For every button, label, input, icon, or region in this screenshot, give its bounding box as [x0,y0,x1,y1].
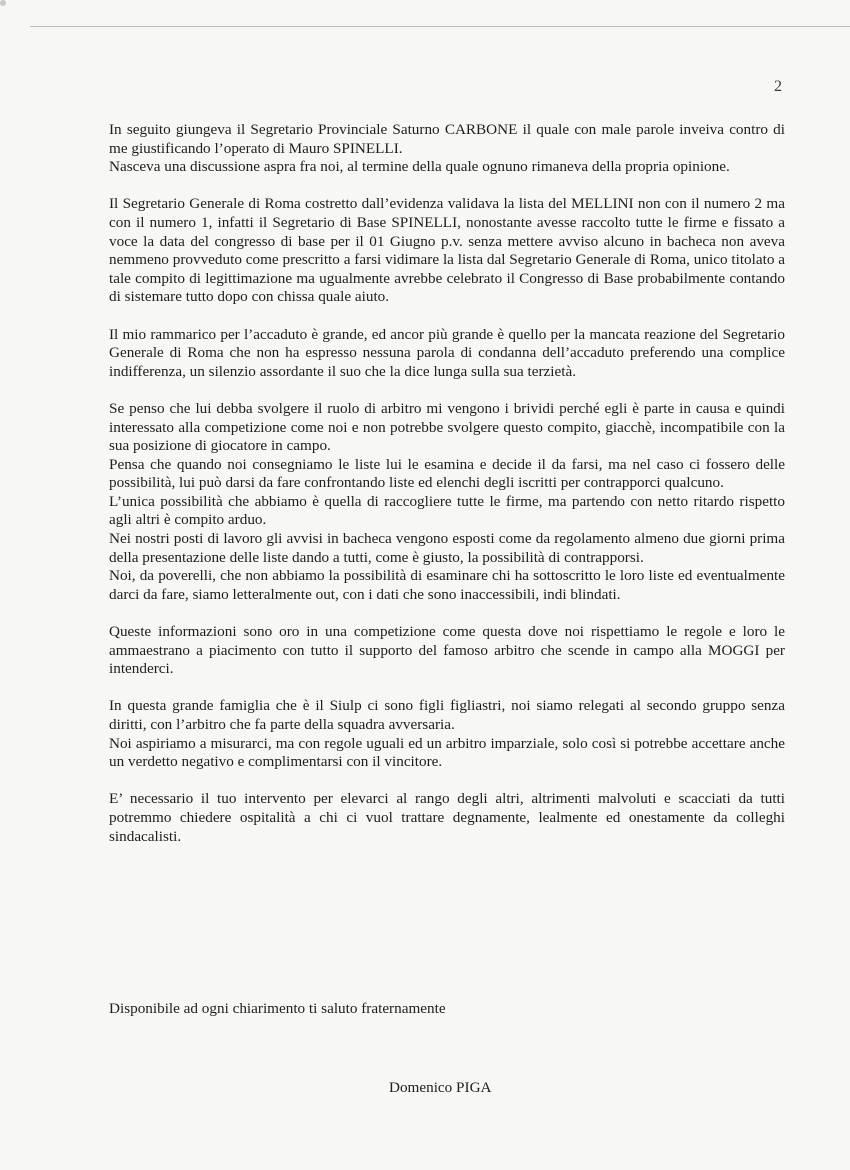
body-paragraph: Nei nostri posti di lavoro gli avvisi in bacheca vengono esposti come da regolamento almeno due giorni prima della presentazione delle liste dando a tutti, come è giusto, la possibilità di contrapporsi. [109,530,785,566]
body-paragraph: Noi, da poverelli, che non abbiamo la possibilità di esaminare chi ha sottoscritto le loro liste ed eventualmente darci da fare, siamo letteralmente out, con i dati che sono inaccessibili, indi blindati. [109,567,785,603]
closing-line: Disponibile ad ogni chiarimento ti saluto fraternamente [109,1000,446,1017]
body-paragraph: In seguito giungeva il Segretario Provinciale Saturno CARBONE il quale con male parole inveiva contro di me giustificando l’operato di Mauro SPINELLI. [109,121,785,157]
body-paragraph: Queste informazioni sono oro in una competizione come questa dove noi rispettiamo le regole e loro le ammaestrano a piacimento con tutto il supporto del famoso arbitro che scende in campo alla MOGGI per intenderci. [109,623,785,678]
body-paragraph: E’ necessario il tuo intervento per elevarci al rango degli altri, altrimenti malvoluti e scacciati da tutti potremmo chiedere ospitalità a chi ci vuol trattare degnamente, lealmente ed onestamente da colleghi sindacalisti. [109,790,785,845]
body-paragraph: Se penso che lui debba svolgere il ruolo di arbitro mi vengono i brividi perché egli è parte in causa e quindi interessato alla competizione come noi e non potrebbe svolgere questo compito, giacchè, incompatibile con la sua posizione di giocatore in campo. [109,399,785,455]
letter-body [109,121,785,846]
body-paragraph: Noi aspiriamo a misurarci, ma con regole uguali ed un arbitro imparziale, solo così si potrebbe accettare anche un verdetto negativo e complimentarsi con il vincitore. [109,734,785,771]
scan-artifact-dot [0,0,6,6]
body-paragraph: Il mio rammarico per l’accaduto è grande, ed ancor più grande è quello per la mancata reazione del Segretario Generale di Roma che non ha espresso nessuna parola di condanna dell’accaduto preferendo una complice indifferenza, un silenzio assordante il suo che la dice lunga sulla sua terzietà. [109,325,785,380]
body-paragraph: Nasceva una discussione aspra fra noi, al termine della quale ognuno rimaneva della propria opinione. [109,158,730,176]
body-paragraph: Il Segretario Generale di Roma costretto dall’evidenza validava la lista del MELLINI non con il numero 2 ma con il numero 1, infatti il Segretario di Base SPINELLI, nonostante avesse raccolto tutte le firme e fissato a voce la data del congresso di base per il 01 Giugno p.v. senza mettere avviso alcuno in bacheca non aveva nemmeno provveduto come prescritto a farsi vidimare la lista dal Segretario Generale di Roma, unico titolato a tale compito di legittimazione ma ugualmente avrebbe celebrato il Congresso di Base probabilmente contando di sistemare tutto dopo con chissa quale aiuto. [109,195,785,306]
body-paragraph: Pensa che quando noi consegniamo le liste lui le esamina e decide il da farsi, ma nel caso ci fossero delle possibilità, lui può darsi da fare confrontando liste ed elenchi degli iscritti per contrapporci qualcuno. [109,455,785,492]
signature: Domenico PIGA [389,1079,492,1096]
body-paragraph: In questa grande famiglia che è il Siulp ci sono figli figliastri, noi siamo relegati al secondo gruppo senza diritti, con l’arbitro che fa parte della squadra avversaria. [109,697,785,733]
scan-edge-line [30,26,850,27]
page-number: 2 [774,78,782,95]
body-paragraph: L’unica possibilità che abbiamo è quella di raccogliere tutte le firme, ma partendo con netto ritardo rispetto agli altri è compito arduo. [109,492,785,529]
